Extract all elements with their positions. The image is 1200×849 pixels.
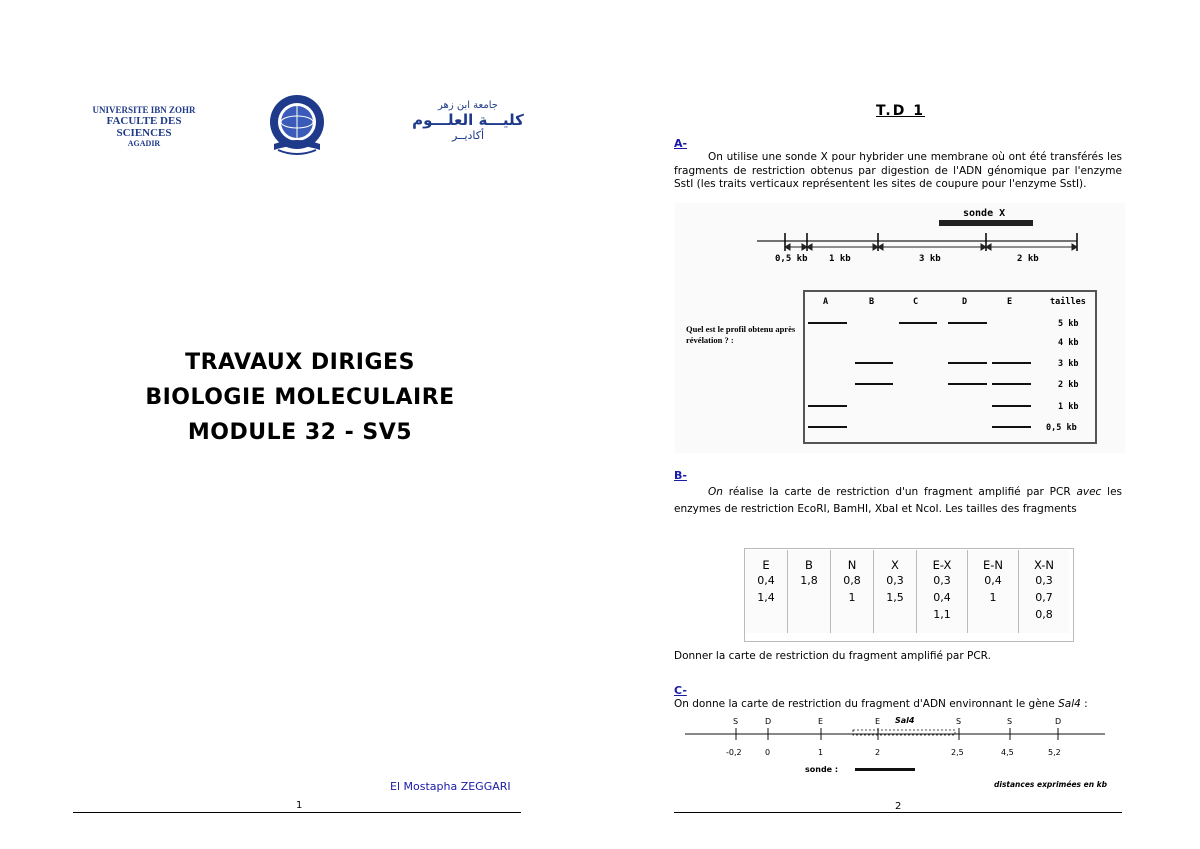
arabic-city-name: أكاديــر <box>451 129 485 142</box>
segment-label-2: 1 kb <box>829 254 851 264</box>
title-line-2: BIOLOGIE MOLECULAIRE <box>145 385 455 410</box>
footer-rule-left <box>73 812 521 813</box>
cell: 1,8 <box>788 572 831 589</box>
probe-c-label: sonde : <box>805 765 839 774</box>
cell: 0,4 <box>968 572 1019 589</box>
site-label-s3: S <box>1007 717 1013 726</box>
size-label-1kb: 1 kb <box>1058 402 1079 412</box>
faculty-name: FACULTE DES SCIENCES <box>106 115 182 139</box>
size-label-5kb: 5 kb <box>1058 319 1079 329</box>
segment-label-4: 2 kb <box>1017 254 1039 264</box>
cell: 1,4 <box>757 591 775 604</box>
col-header-e: E <box>762 558 770 572</box>
arabic-university-block <box>398 100 538 142</box>
site-label-d1: D <box>765 717 772 726</box>
section-c-end: : <box>1080 698 1088 710</box>
col-header-n: N <box>831 550 874 572</box>
cell: 0,4 <box>917 589 968 606</box>
faculty-emblem-icon <box>268 92 326 160</box>
cell: 1 <box>831 589 874 606</box>
position-label-7: 5,2 <box>1048 748 1061 757</box>
cell <box>874 606 917 633</box>
cell: 0,8 <box>1019 606 1070 633</box>
cell: 0,7 <box>1019 589 1070 606</box>
segment-label-1: 0,5 kb <box>775 254 808 264</box>
site-label-d2: D <box>1055 717 1062 726</box>
cell: 0,3 <box>874 572 917 589</box>
col-header-e-n: E-N <box>968 550 1019 572</box>
university-name-block <box>78 105 210 148</box>
author-name: El Mostapha ZEGGARI <box>390 780 511 793</box>
distance-note: distances exprimées en kb <box>994 780 1108 789</box>
segment-label-3: 3 kb <box>919 254 941 264</box>
section-c-sentence: On donne la carte de restriction du fragment d'ADN environnant le gène <box>674 698 1059 710</box>
page-number-right: 2 <box>895 801 902 812</box>
lane-label-b: B <box>869 297 875 307</box>
size-label-2kb: 2 kb <box>1058 380 1079 390</box>
sizes-header: tailles <box>1050 297 1086 307</box>
city-name: AGADIR <box>127 139 161 148</box>
table-row <box>745 572 1069 589</box>
gene-label: Sal4 <box>895 716 915 725</box>
probe-bar <box>939 220 1033 226</box>
site-label-e1: E <box>818 717 824 726</box>
position-label-1: -0,2 <box>726 748 742 757</box>
cell: 1,1 <box>917 606 968 633</box>
cell: 0,8 <box>831 572 874 589</box>
site-label-s1: S <box>733 717 739 726</box>
size-label-4kb: 4 kb <box>1058 338 1079 348</box>
lane-label-d: D <box>962 297 968 307</box>
size-label-05kb: 0,5 kb <box>1046 423 1077 433</box>
col-header-b: B <box>788 550 831 572</box>
lane-label-a: A <box>823 297 829 307</box>
section-a-paragraph: On utilise une sonde X pour hybrider une membrane où ont été transférés les fragments de restriction obtenus par digestion de l'ADN génomique par l'enzyme SstI (les traits verticaux représentent les sites de coupure pour l'enzyme SstI). <box>674 151 1122 190</box>
probe-c-bar <box>855 768 915 771</box>
probe-label: sonde X <box>963 208 1006 219</box>
cell: 1 <box>968 589 1019 606</box>
cell <box>745 606 788 633</box>
cell: 0,3 <box>1019 572 1070 589</box>
cell <box>831 606 874 633</box>
cell: 1,5 <box>874 589 917 606</box>
section-a-text <box>674 151 1122 192</box>
section-c-text <box>674 698 1122 712</box>
lane-label-e: E <box>1007 297 1013 307</box>
site-label-e2: E <box>875 717 881 726</box>
section-a-label: A- <box>674 137 688 150</box>
col-header-x: X <box>874 550 917 572</box>
lane-label-c: C <box>913 297 919 307</box>
position-label-3: 1 <box>818 748 824 757</box>
cell <box>788 589 831 606</box>
university-name: UNIVERSITE IBN ZOHR <box>92 105 196 115</box>
arabic-faculty-name: كليـــة العلـــوم <box>412 111 524 129</box>
position-label-5: 2,5 <box>951 748 964 757</box>
gel-question: Quel est le profil obtenu après révélation ? : <box>686 324 796 345</box>
size-label-3kb: 3 kb <box>1058 359 1079 369</box>
site-label-s2: S <box>956 717 962 726</box>
position-label-6: 4,5 <box>1001 748 1014 757</box>
cell: 0,3 <box>917 572 968 589</box>
section-b-question: Donner la carte de restriction du fragment amplifié par PCR. <box>674 650 991 662</box>
gel-diagram <box>803 290 1103 445</box>
section-b-avec: avec <box>1076 486 1102 498</box>
fragment-size-table <box>745 550 1069 633</box>
section-b-on: On <box>708 486 723 498</box>
cell <box>968 606 1019 633</box>
page-number-left: 1 <box>296 800 303 811</box>
table-row <box>745 606 1069 633</box>
title-line-1: TRAVAUX DIRIGES <box>185 350 415 375</box>
arabic-university-name: جامعة ابن زهر <box>438 100 498 111</box>
footer-rule-right <box>674 812 1122 813</box>
col-header-x-n: X-N <box>1019 550 1070 572</box>
section-c-label: C- <box>674 684 687 697</box>
cell: 0,4 <box>757 574 775 587</box>
section-b-post: les enzymes de restriction EcoRI, BamHI, XbaI et NcoI. Les tailles des fragments <box>674 486 1123 515</box>
table-row <box>745 589 1069 606</box>
document-title <box>100 345 500 450</box>
section-b-label: B- <box>674 469 687 482</box>
position-label-4: 2 <box>875 748 881 757</box>
section-b-mid: réalise la carte de restriction d'un fragment amplifié par PCR <box>722 486 1077 498</box>
cell <box>788 606 831 633</box>
section-c-gene: Sal4 <box>1058 698 1081 710</box>
td-title: T.D 1 <box>876 103 925 119</box>
position-label-2: 0 <box>765 748 771 757</box>
section-b-text <box>674 484 1122 518</box>
table-header-row <box>745 550 1069 572</box>
title-line-3: MODULE 32 - SV5 <box>187 420 413 445</box>
col-header-e-x: E-X <box>917 550 968 572</box>
